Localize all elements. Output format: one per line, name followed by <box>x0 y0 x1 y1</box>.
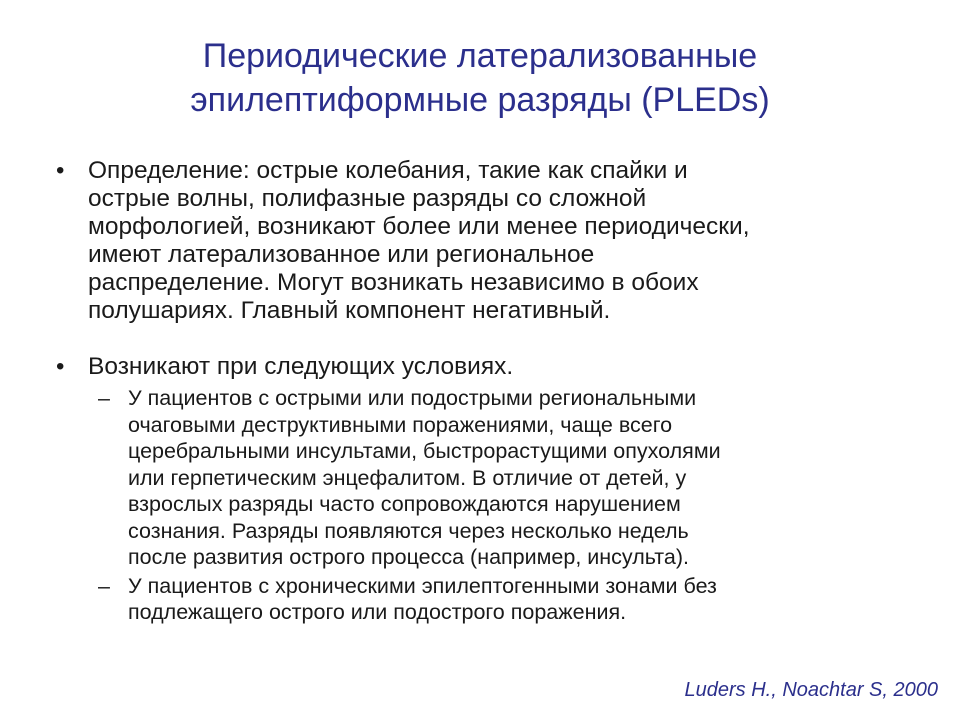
subitem-marker: – <box>98 573 110 598</box>
bullet-marker: • <box>56 353 65 380</box>
bullet-line: Определение: острые колебания, такие как спайки и <box>88 157 688 184</box>
subitem-line: или герпетическим энцефалитом. В отличие от детей, у <box>128 465 687 490</box>
bullet-conditions <box>56 353 916 381</box>
bullet-line: Возникают при следующих условиях. <box>88 353 514 380</box>
bullet-line: морфологией, возникают более или менее периодически, <box>88 213 750 240</box>
bullet-line: острые волны, полифазные разряды со сложной <box>88 185 647 212</box>
bullet-line: распределение. Могут возникать независимо в обоих <box>88 269 699 296</box>
subitem-line: после развития острого процесса (например, инсульта). <box>128 545 689 569</box>
bullet-text <box>88 157 916 325</box>
slide-body <box>56 157 916 626</box>
slide-title-line-1: Периодические латерализованные <box>202 37 758 75</box>
subitem-line: У пациентов с хроническими эпилептогенными зонами без <box>128 573 717 598</box>
subitem-list <box>56 385 916 626</box>
subitem-line: У пациентов с острыми или подострыми региональными <box>128 386 697 410</box>
bullet-text <box>88 353 916 381</box>
subitem-line: церебральными инсультами, быстрорастущими опухолями <box>128 439 721 463</box>
citation: Luders H., Noachtar S, 2000 <box>684 679 938 701</box>
subitem-line: взрослых разряды часто сопровождаются нарушением <box>128 492 681 516</box>
bullet-definition <box>56 157 916 325</box>
bullet-marker: • <box>56 157 65 184</box>
subitem-line: очаговыми деструктивными поражениями, чаще всего <box>128 412 673 437</box>
slide-title-line-2: эпилептиформные разряды (PLEDs) <box>190 81 770 119</box>
subitem-line: подлежащего острого или подострого поражения. <box>128 600 627 624</box>
bullet-line: полушариях. Главный компонент негативный. <box>88 297 611 324</box>
bullet-line: имеют латерализованное или региональное <box>88 241 595 268</box>
slide-title <box>60 34 900 122</box>
subitem-acute-lesions <box>56 385 916 571</box>
subitem-marker: – <box>98 386 110 410</box>
subitem-chronic-zones <box>56 573 916 626</box>
subitem-line: сознания. Разряды появляются через несколько недель <box>128 518 689 543</box>
